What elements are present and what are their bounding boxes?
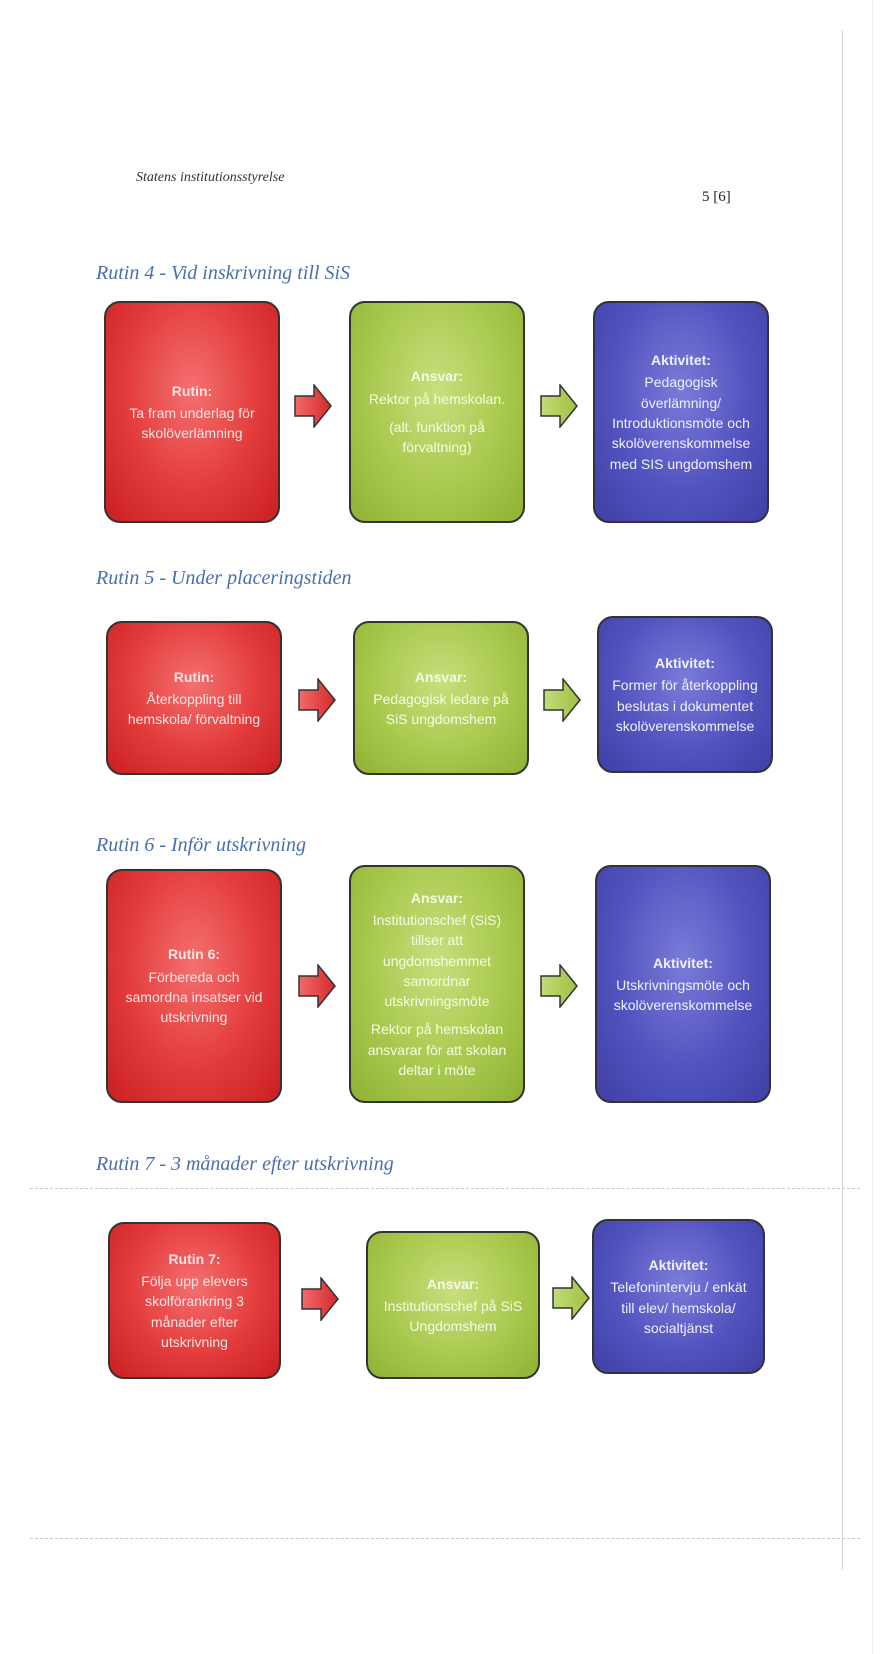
- rutin-label: Rutin:: [173, 668, 215, 685]
- rutin-box: [108, 1222, 281, 1379]
- ansvar-box: [349, 865, 525, 1103]
- arrow-right-icon: [540, 964, 578, 1008]
- arrow-right-icon: [552, 1276, 590, 1320]
- rutin-text: Återkoppling till hemskola/ förvaltning: [127, 690, 261, 728]
- page-number: 5 [6]: [702, 189, 731, 205]
- ansvar-box: [349, 301, 525, 523]
- rutin-label: Rutin 7:: [168, 1250, 221, 1267]
- arrow-right-icon: [298, 964, 336, 1008]
- arrow-right-icon: [294, 384, 332, 428]
- arrow-right-icon: [543, 678, 581, 722]
- arrow-right-icon: [540, 384, 578, 428]
- ansvar-text: Pedagogisk ledare på SiS ungdomshem: [373, 690, 509, 728]
- arrow-right-icon: [301, 1277, 339, 1321]
- page-edge-line-outer: [872, 0, 873, 1654]
- ansvar-box: [366, 1231, 540, 1379]
- section-title-rutin-5: Rutin 5 - Under placeringstiden: [96, 567, 352, 589]
- ansvar-label: Ansvar:: [414, 668, 468, 685]
- arrow-right-icon: [298, 678, 336, 722]
- ansvar-text: Institutionschef (SiS) tillser att ungdomshemmet samordnar utskrivningsmöte: [372, 911, 502, 1010]
- organization-name: Statens institutionsstyrelse: [136, 170, 285, 185]
- ansvar-text: (alt. funktion på förvaltning): [389, 419, 485, 456]
- aktivitet-label: Aktivitet:: [651, 352, 711, 369]
- section-title-rutin-4: Rutin 4 - Vid inskrivning till SiS: [96, 262, 351, 284]
- section-title-rutin-7: Rutin 7 - 3 månader efter utskrivning: [96, 1153, 394, 1175]
- aktivitet-box: [597, 616, 773, 773]
- ansvar-text: Rektor på hemskolan.: [368, 390, 506, 407]
- rutin-text: Ta fram underlag för skolöverlämning: [129, 404, 255, 442]
- rutin-text: Förbereda och samordna insatser vid utskrivning: [125, 968, 263, 1026]
- aktivitet-box: [592, 1219, 765, 1374]
- aktivitet-text: Pedagogisk överlämning/ Introduktionsmöte och skolöverenskommelse med SIS ungdomshem: [609, 374, 753, 472]
- aktivitet-text: Utskrivningsmöte och skolöverenskommelse: [613, 976, 753, 1014]
- rutin-box: [106, 621, 282, 775]
- aktivitet-box: [593, 301, 769, 523]
- rutin-text: Följa upp elevers skolförankring 3 månader efter utskrivning: [141, 1273, 248, 1350]
- aktivitet-label: Aktivitet:: [653, 954, 713, 971]
- ansvar-label: Ansvar:: [410, 889, 464, 906]
- aktivitet-box: [595, 865, 771, 1103]
- ansvar-box: [353, 621, 529, 775]
- rutin-label: Rutin 6:: [167, 946, 221, 963]
- ansvar-text: Rektor på hemskolan ansvarar för att skolan deltar i möte: [367, 1021, 507, 1079]
- aktivitet-text: Former för återkoppling beslutas i dokumentet skolöverenskommelse: [612, 677, 758, 734]
- aktivitet-label: Aktivitet:: [655, 654, 715, 671]
- section-title-rutin-6: Rutin 6 - Inför utskrivning: [96, 834, 306, 856]
- ansvar-label: Ansvar:: [426, 1275, 480, 1292]
- ansvar-text: Institutionschef på SiS Ungdomshem: [383, 1297, 523, 1335]
- ansvar-label: Ansvar:: [410, 368, 464, 385]
- aktivitet-label: Aktivitet:: [648, 1256, 709, 1273]
- aktivitet-text: Telefonintervju / enkät till elev/ hemskola/ socialtjänst: [610, 1279, 747, 1336]
- rutin-box: [106, 869, 282, 1103]
- page-break-line: [30, 1538, 860, 1539]
- rutin-label: Rutin:: [171, 382, 213, 399]
- rutin-box: [104, 301, 280, 523]
- page-break-line: [30, 1188, 860, 1189]
- page-edge-line: [842, 30, 843, 1570]
